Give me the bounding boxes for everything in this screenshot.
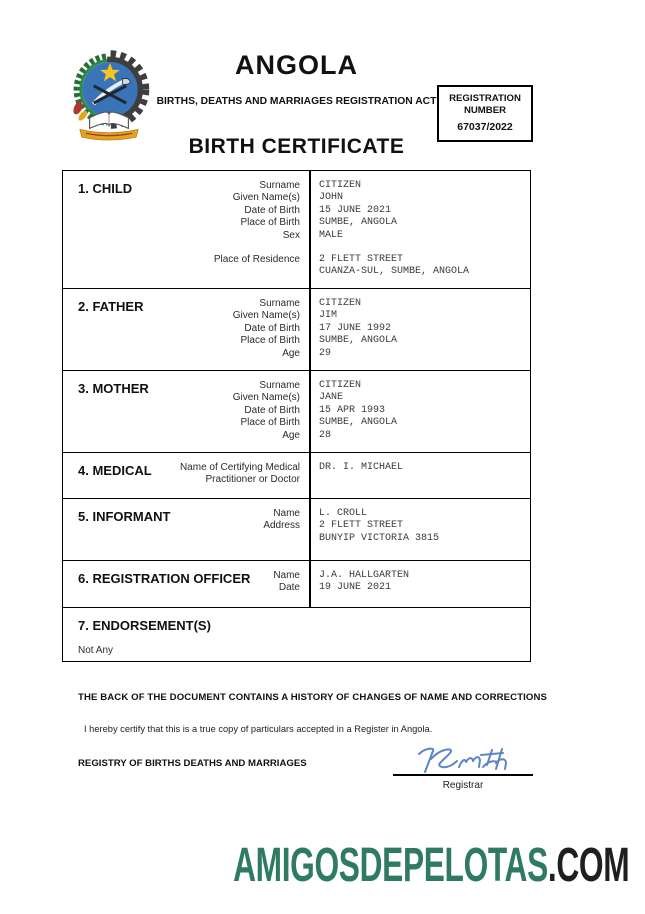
field-row: [63, 392, 530, 404]
field-row: [63, 323, 530, 335]
registration-label-line1: REGISTRATION: [449, 93, 521, 104]
field-label: Date of Birth: [244, 322, 300, 334]
field-row: [63, 205, 530, 217]
field-label: Given Name(s): [232, 392, 300, 404]
field-label: Address: [263, 520, 300, 532]
field-row: [63, 570, 530, 582]
field-label: Name: [273, 570, 300, 581]
section-title: 6. REGISTRATION OFFICER: [78, 571, 251, 586]
field-row: [63, 520, 530, 545]
registration-label-line2: NUMBER: [463, 104, 507, 116]
act-subtitle: BIRTHS, DEATHS AND MARRIAGES REGISTRATION ACT: [156, 96, 437, 107]
field-value: SUMBE, ANGOLA: [319, 335, 398, 347]
field-label: Place of Birth: [240, 417, 300, 429]
field-row: [63, 230, 530, 242]
field-row: [63, 254, 530, 279]
section-registration-officer: [63, 560, 530, 607]
field-label: Name: [273, 508, 300, 519]
field-value: JOHN: [319, 192, 344, 204]
field-row: [63, 430, 530, 442]
endorsement-note: Not Any: [78, 645, 114, 656]
field-label: Age: [282, 347, 300, 359]
field-value: 2 FLETT STREET BUNYIP VICTORIA 3815: [319, 520, 440, 544]
section-informant: [63, 498, 530, 560]
field-label: Surname: [259, 180, 300, 191]
field-row: [63, 192, 530, 204]
section-medical: [63, 452, 530, 498]
section-mother: [63, 370, 530, 452]
field-row: [63, 180, 530, 192]
field-row: [63, 310, 530, 322]
signature-line: [393, 774, 533, 776]
country-title: ANGOLA: [235, 50, 358, 80]
field-value: SUMBE, ANGOLA: [319, 417, 398, 429]
back-of-document-note: THE BACK OF THE DOCUMENT CONTAINS A HISTORY OF CHANGES OF NAME AND CORRECTIONS: [78, 692, 548, 703]
field-value: DR. I. MICHAEL: [319, 462, 404, 473]
field-label: Place of Residence: [213, 254, 300, 266]
section-title: 5. INFORMANT: [78, 509, 171, 524]
field-value: CITIZEN: [319, 180, 362, 191]
field-value: 15 APR 1993: [319, 404, 386, 416]
field-label: Date of Birth: [244, 404, 300, 416]
field-row: [63, 335, 530, 347]
field-row: [63, 217, 530, 229]
section-title: 3. MOTHER: [78, 381, 149, 396]
document-title: BIRTH CERTIFICATE: [188, 135, 405, 158]
field-label: Place of Birth: [240, 217, 300, 229]
section-title: 1. CHILD: [78, 181, 133, 196]
section-child: [63, 171, 530, 288]
field-value: 19 JUNE 2021: [319, 582, 392, 594]
field-row: [63, 417, 530, 429]
site-watermark: [232, 839, 629, 892]
signature-block: [393, 744, 533, 791]
field-value: 28: [319, 429, 332, 441]
watermark-brand: AMIGOSDEPELOTAS: [232, 839, 548, 892]
field-row: [63, 298, 530, 310]
field-label: Date: [278, 582, 300, 594]
field-row: [63, 348, 530, 360]
field-label: Surname: [259, 298, 300, 309]
registrar-caption: Registrar: [442, 779, 484, 791]
field-row: [63, 462, 530, 487]
section-title: 4. MEDICAL: [78, 463, 152, 478]
certification-statement: I hereby certify that this is a true copy of particulars accepted in a Register in Angola.: [84, 724, 433, 734]
field-value: JANE: [319, 392, 344, 404]
registration-number-box: [437, 85, 533, 142]
field-value: J.A. HALLGARTEN: [319, 570, 410, 581]
field-row: [63, 380, 530, 392]
field-label: Name of Certifying Medical Practitioner or Doctor: [179, 462, 300, 486]
registration-number: 67037/2022: [457, 121, 513, 133]
field-row: [63, 582, 530, 594]
field-value: 29: [319, 347, 332, 359]
field-label: Age: [282, 429, 300, 441]
certificate-table: [62, 170, 531, 662]
field-label: Given Name(s): [232, 310, 300, 322]
field-value: 17 JUNE 1992: [319, 322, 392, 334]
section-title: 2. FATHER: [78, 299, 144, 314]
field-value: CITIZEN: [319, 380, 362, 391]
section-title: 7. ENDORSEMENT(S): [78, 618, 211, 633]
field-label: Given Name(s): [232, 192, 300, 204]
field-row: [63, 405, 530, 417]
field-label: Surname: [259, 380, 300, 391]
field-value: SUMBE, ANGOLA: [319, 217, 398, 229]
field-value: CITIZEN: [319, 298, 362, 309]
field-label: Sex: [282, 229, 300, 241]
field-value: MALE: [319, 229, 344, 241]
field-label: Date of Birth: [244, 204, 300, 216]
field-row: [63, 508, 530, 520]
field-value: JIM: [319, 310, 338, 322]
field-label: Place of Birth: [240, 335, 300, 347]
watermark-tld: .COM: [547, 839, 629, 892]
registrar-signature-icon: [408, 744, 518, 776]
section-father: [63, 288, 530, 370]
field-value: 15 JUNE 2021: [319, 204, 392, 216]
registry-title: REGISTRY OF BIRTHS DEATHS AND MARRIAGES: [78, 758, 307, 769]
field-value: 2 FLETT STREET CUANZA-SUL, SUMBE, ANGOLA: [319, 254, 470, 278]
section-endorsements: [63, 607, 530, 661]
field-value: L. CROLL: [319, 508, 368, 519]
